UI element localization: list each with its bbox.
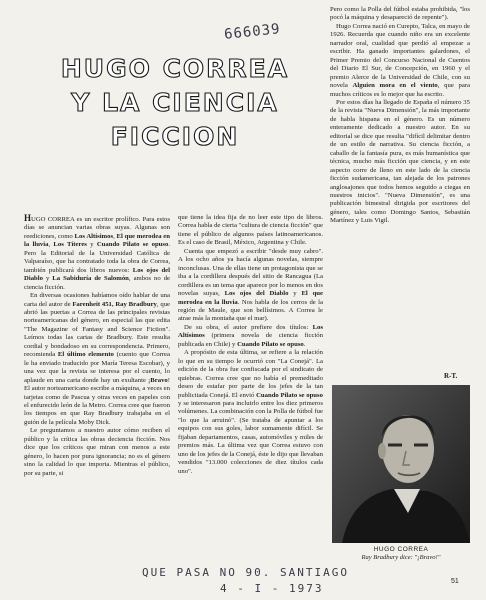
handwritten-source-note: QUE PASA NO 90. SANTIAGO: [142, 566, 349, 579]
drop-cap: H: [24, 213, 32, 223]
text-run: .: [303, 340, 306, 348]
paragraph: [24, 292, 170, 427]
author-signature: R-T.: [444, 372, 458, 380]
text-run: En diversas ocasiones habíamos oído hablar de una carta del autor de: [24, 292, 170, 308]
text-run: y se interesaron para incluirlo entre los diez primeros volúmenes. La combinación con la Polla de fútbol fue "lo que la arruinó". (Se trataba de apuntar a los equipos con sus goles, labor sumamente difícil. Se fijaban departamentos, casas, automóviles y miles de premios más. La última vez que Correa estuvo con uno de los jefes de la Conejá, éste le dijo que llevaban vendidos "13.000 colecciones de diez títulos cada uno".: [178, 399, 323, 475]
paragraph: Por estos días ha llegado de España el número 35 de la revista "Nueva Dimensión", la más importante de habla hispana en el género. Es un número enteramente dedicado a nuestro autor. En su editorial se dice que resulta "difícil delimitar dentro de un estilo de narrativa. Su ciencia ficción, a caballo de la fantasía pura, es más humanística que técnica, mucho más ficción que ciencia, y en este aspecto corre de lleno en este lado de la ciencia ficción sudamericana, tan alejada de los patrones anglosajones que todos hemos seguido a ciegas en nuestros inicios". "Nueva Dimensión", es una publicación bimestral dirigida por escritores del género, tales como Domingo Santos, Sebastián Martínez y Luis Vigil.: [330, 98, 470, 225]
book-title: Los ojos del Diablo: [224, 290, 289, 298]
book-title: Cuando Pilato se opuso: [256, 391, 323, 399]
paragraph: [178, 324, 323, 349]
page-number: 51: [451, 578, 459, 585]
text-run: De su obra, el autor prefiere dos títulos:: [184, 323, 313, 331]
article-column-middle: [178, 214, 323, 476]
text-run: ,: [113, 232, 117, 240]
text-run: (cuento que Correa le ha enviado traducido por María Teresa Escobar), y una vez que la revista se interesa por el cuento, lo aplaude en una carta donde hay un exultante ¡: [24, 351, 170, 384]
paragraph: [330, 23, 470, 99]
paragraph: Le preguntamos a nuestro autor cómo reciben el público y la crítica las obras deciencia ficción. Nos dice que los críticos que miran con menos a este género, lo hacen por pura ignorancia; no es el género sino la calidad lo que importa. Mientras el público, por su parte, si: [24, 427, 170, 477]
handwritten-date-note: 4 - I - 1973: [220, 582, 324, 595]
text-run: y: [288, 290, 302, 298]
book-title: Los ojos del Diablo: [24, 266, 170, 283]
text-run: y: [42, 275, 53, 283]
paragraph: que tiene la idea fija de no leer este tipo de libros. Correa habla de cierta "cultura de ciencia ficción" que tiene el público de algunos países latinoamericanos. Es el caso de Brasil, México, Argentina y Chile.: [178, 214, 323, 247]
book-title: El que merodea en la lluvia: [24, 232, 170, 249]
emphasis: Bravo: [150, 376, 168, 384]
text-run: Cuenta que empezó a escribir "desde muy cabro". A los ocho años ya hacía algunas novelas, siempre inconclusas. Una de ellas tiene un protagonista que se iba a la cordillera después del sitio de Rancagua (La cordillera es un tema que aparece por lo menos en dos novelas suyas,: [178, 247, 323, 298]
book-title: Farenheit 451, Ray Bradbury: [72, 300, 157, 308]
title-line-2: Y LA CIENCIA: [71, 88, 279, 117]
book-title: Cuando Pilato se opuso: [96, 241, 169, 249]
article-column-left: [24, 214, 170, 478]
book-title: Los Títeres: [53, 241, 87, 249]
paragraph: [24, 214, 170, 292]
book-title: La Sabiduría de Salomón: [52, 275, 129, 283]
text-run: Hugo Correa nació en Curepto, Talca, en mayo de 1926. Recuerda que cuando niño era un excelente narrador oral, cualidad que perdió al empezar a escribir. Ha ganado importantes galardones, el Primer Premio del Concurso Nacional de Cuentos del Diario El Sur, de Concepción, en 1960 y el premio Alerce de la Universidad de Chile, con su novela: [330, 22, 470, 90]
text-run: , que para muchos críticos es lo mejor que ha escrito.: [330, 82, 470, 98]
portrait-illustration: [332, 385, 470, 543]
text-run: UGO CORREA es un escritor prolífico. Para estos días se anuncian varias obras suyas. Algunas son reediciones, como: [24, 216, 170, 240]
text-run: ! El autor norteamericano escribe a máquina, a veces en tarjetas como de Pascua y otras veces en papeles con el enfurecido león de la Metro. Correa cree que fueron los tiempos en que Ray Bradbury trabajaba en el guión de la película Moby Dick.: [24, 376, 170, 426]
text-run: . Nos habla de los cerros de la región de Maule, que son bellísimos. A Correa le atrae más la montaña que el mar).: [178, 298, 323, 323]
handwritten-catalog-number: 666039: [223, 21, 282, 43]
paragraph: [178, 248, 323, 324]
author-photo: [332, 385, 470, 543]
text-run: y: [86, 241, 97, 249]
book-title: Los Altísimos: [178, 323, 323, 340]
book-title: El último elemento: [57, 351, 114, 359]
paragraph: Pero como la Polla del fútbol estaba prohibida, "los pocó la máquina y desapareció de repente").: [330, 6, 470, 22]
book-title: Alguien mora en el viento: [352, 82, 438, 90]
text-run: ,: [48, 241, 54, 249]
text-run: . Pero la Editorial de la Universidad Católica de Valparaíso, que ha contratado toda la obra de Correa, también publicará dos libros nuevos:: [24, 241, 171, 274]
caption-name: HUGO CORREA: [373, 546, 429, 553]
title-line-1: HUGO CORREA: [60, 54, 290, 83]
caption-subtitle: Ray Bradbury dice: "¡Bravo!": [361, 554, 441, 561]
book-title: Los Altísimos: [74, 232, 114, 240]
photo-caption: [332, 546, 470, 562]
text-run: A propósito de esta última, se refiere a la relación lo que en su tiempo le ocurrió con "La Conejá". La edición de la obra fue confiscada por el sindicato de quiebras. Correa cree que no había el premeditado deseo de estafar por parte de los jefes de la tan publicitada Conejá. El envió: [178, 349, 323, 399]
book-title: El que merodea en la lluvia: [178, 290, 323, 306]
text-run: , que abrió las puertas a Correa de las principales revistas norteamericanas del género, en especial las que edita "The Magazine of Fantasy and Science Fiction". Leímos todas las cartas de Bradbury. Este resulta cordial y bondadoso en su correspondencia. Primero, recomienda: [24, 300, 170, 359]
text-run: (primera novela de ciencia ficción publicada en Chile) y: [178, 332, 323, 348]
article-column-right: [330, 6, 470, 226]
article-title: [55, 54, 295, 152]
title-line-3: FICCION: [110, 122, 240, 151]
paragraph: [178, 349, 323, 476]
text-run: , ambos no de ciencia ficción.: [24, 275, 171, 291]
book-title: Cuando Pilato se opuso: [237, 340, 304, 348]
